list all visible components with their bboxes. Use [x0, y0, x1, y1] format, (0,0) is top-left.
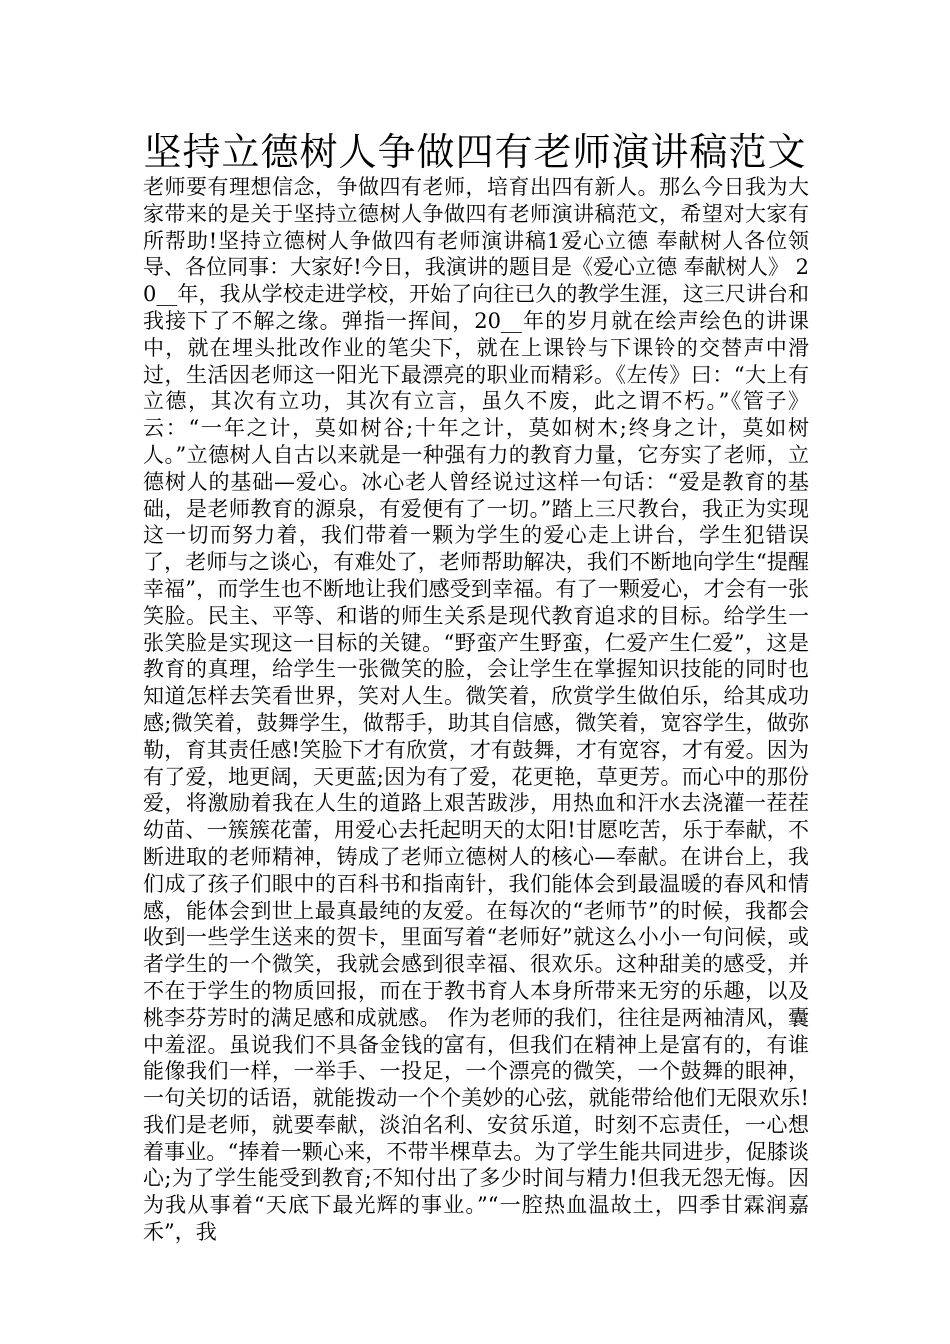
document-title: 坚持立德树人争做四有老师演讲稿范文: [143, 130, 807, 174]
document-body-text: 老师要有理想信念，争做四有老师，培育出四有新人。那么今日我为大家带来的是关于坚持立德树人争做四有老师演讲稿范文，希望对大家有所帮助!坚持立德树人争做四有老师演讲稿1爱心立德 奉献树人各位领导、各位同事：大家好!今日，我演讲的题目是《爱心立德 奉献树人》 20__年，我从学校走进学校，开始了向往已久的教学生涯，这三尺讲台和我接下了不解之缘。弹指一挥间，20__年的岁月就在绘声绘色的讲课中，就在埋头批改作业的笔尖下，就在上课铃与下课铃的交替声中滑过，生活因老师这一阳光下最漂亮的职业而精彩。《左传》曰：“大上有立德，其次有立功，其次有立言，虽久不废，此之谓不朽。”《管子》云：“一年之计，莫如树谷;十年之计，莫如树木;终身之计，莫如树人。”立德树人自古以来就是一种强有力的教育力量，它夯实了老师，立德树人的基础—爱心。冰心老人曾经说过这样一句话：“爱是教育的基础，是老师教育的源泉，有爱便有了一切。”踏上三尺教台，我正为实现这一切而努力着，我们带着一颗为学生的爱心走上讲台，学生犯错误了，老师与之谈心，有难处了，老师帮助解决，我们不断地向学生“提醒幸福”，而学生也不断地让我们感受到幸福。有了一颗爱心，才会有一张笑脸。民主、平等、和谐的师生关系是现代教育追求的目标。给学生一张笑脸是实现这一目标的关键。“野蛮产生野蛮，仁爱产生仁爱”，这是教育的真理，给学生一张微笑的脸，会让学生在掌握知识技能的同时也知道怎样去笑看世界，笑对人生。微笑着，欣赏学生做伯乐，给其成功感;微笑着，鼓舞学生，做帮手，助其自信感，微笑着，宽容学生，做弥勒，育其责任感!笑脸下才有欣赏，才有鼓舞，才有宽容，才有爱。因为有了爱，地更阔，天更蓝;因为有了爱，花更艳，草更芳。而心中的那份爱，将激励着我在人生的道路上艰苦跋涉，用热血和汗水去浇灌一茬茬幼苗、一簇簇花蕾，用爱心去托起明天的太阳!甘愿吃苦，乐于奉献，不断进取的老师精神，铸成了老师立德树人的核心—奉献。在讲台上，我们成了孩子们眼中的百科书和指南针，我们能体会到最温暖的春风和情感，能体会到世上最真最纯的友爱。在每次的“老师节”的时候，我都会收到一些学生送来的贺卡，里面写着“老师好”就这么小小一句问候，或者学生的一个微笑，我就会感到很幸福、很欢乐。这种甜美的感受，并不在于学生的物质回报，而在于教书育人本身所带来无穷的乐趣，以及桃李芬芳时的满足感和成就感。 作为老师的我们，往往是两袖清风，囊中羞涩。虽说我们不具备金钱的富有，但我们在精神上是富有的，有谁能像我们一样，一举手、一投足，一个漂亮的微笑，一个鼓舞的眼神，一句关切的话语，就能拨动一个个美妙的心弦，就能带给他们无限欢乐!我们是老师，就要奉献，淡泊名利、安贫乐道，时刻不忘责任，一心想着事业。“捧着一颗心来，不带半棵草去。为了学生能共同进步，促膝谈心;为了学生能受到教育;不知付出了多少时间与精力!但我无怨无悔。因为我从事着“天底下最光辉的事业。”“一腔热血温故土，四季甘霖润嘉禾”，我: [143, 175, 809, 1245]
